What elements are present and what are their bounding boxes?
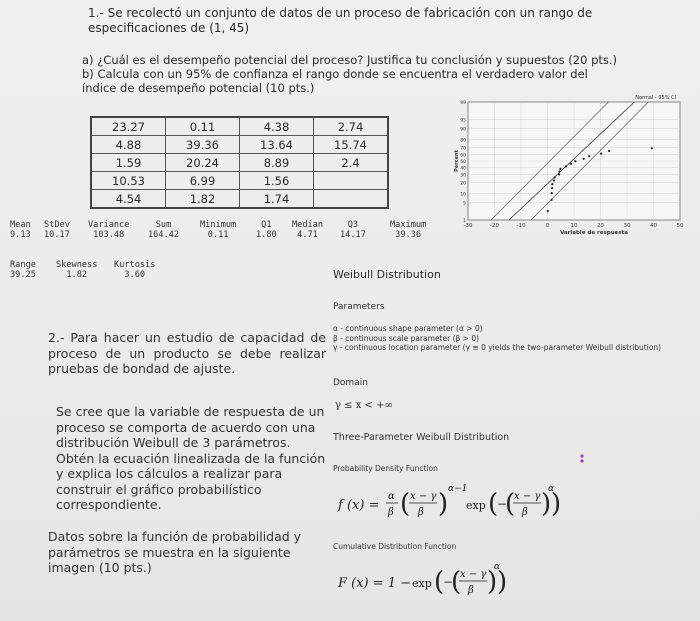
stat-median: [292, 220, 323, 240]
y-tick-label: 20: [460, 181, 466, 187]
pdf-formula: [338, 478, 562, 528]
stat-label: Maximum: [390, 220, 427, 230]
y-tick-label: 5: [463, 201, 466, 207]
data-table: [90, 116, 389, 209]
data-point: [551, 183, 553, 185]
x-tick-label: 50: [676, 223, 684, 229]
table-row: [91, 117, 388, 136]
question-2-body: Se cree que la variable de respuesta de un proceso se comporta de acuerdo con una distribución Weibull de 3 parámetros. Obtén la ecuación linealizada de la función y explica los cálculos a realizar para construir el gráfico probabilístico correspondiente.: [56, 404, 326, 512]
svg-text:(: (: [434, 567, 445, 597]
stat-value: 4.71: [297, 230, 318, 240]
data-point: [558, 170, 560, 172]
stat-value: 3.60: [124, 270, 146, 280]
svg-text:−: −: [497, 497, 508, 511]
cdf-heading: Cumulative Distribution Function: [333, 542, 457, 551]
svg-text:(: (: [488, 489, 499, 519]
stat-mean: [10, 220, 31, 240]
stat-label: Sum: [155, 220, 172, 230]
param-alpha: α - continuous shape parameter (α > 0): [333, 324, 483, 333]
svg-text:): ): [551, 489, 562, 519]
stat-value: 103.48: [93, 230, 125, 240]
stat-value: 1.82: [66, 270, 88, 280]
data-point: [551, 187, 553, 189]
domain-expression: γ ≤ x < +∞: [335, 400, 393, 411]
svg-text:α−1: α−1: [448, 484, 468, 494]
x-tick-label: -10: [516, 223, 526, 229]
table-cell: 4.54: [91, 190, 166, 209]
svg-text:α: α: [388, 491, 395, 502]
question-2-intro: [48, 330, 326, 377]
stat-range: [10, 260, 36, 280]
table-cell: 2.74: [314, 117, 389, 136]
stat-maximum: [390, 220, 426, 240]
cdf-formula: [338, 556, 508, 606]
stat-sum: [148, 220, 179, 240]
y-tick-label: 50: [460, 160, 466, 165]
svg-text:(: (: [400, 489, 411, 519]
stat-label: Variance: [88, 220, 130, 230]
stat-value: 14.17: [340, 230, 366, 240]
table-cell: 8.89: [240, 154, 314, 172]
domain-heading: Domain: [333, 378, 368, 388]
data-point: [651, 147, 653, 149]
svg-text:(: (: [451, 567, 462, 597]
x-tick-label: 0: [545, 223, 550, 229]
svg-text:β: β: [522, 507, 528, 518]
y-tick-label: 70: [460, 146, 466, 152]
stat-kurtosis: [114, 260, 155, 280]
data-point: [574, 160, 576, 162]
probability-plot: [454, 88, 690, 238]
stat-label: Range: [10, 260, 36, 270]
svg-text:β: β: [418, 507, 424, 518]
stat-label: Kurtosis: [114, 260, 156, 270]
y-tick-label: 1: [463, 219, 466, 224]
svg-text:f (x) =: f (x) =: [338, 498, 380, 513]
y-tick-label: 90: [460, 127, 466, 133]
svg-text:β: β: [468, 585, 474, 596]
stat-label: Q1: [261, 220, 272, 230]
svg-text:α: α: [548, 484, 555, 494]
table-cell: 13.64: [240, 136, 314, 154]
table-row: [91, 190, 388, 209]
question-2-intro-text: 2.- Para hacer un estudio de capacidad de proceso de un producto se debe realizar pruebas de bondad de ajuste.: [48, 330, 326, 376]
svg-text:): ): [497, 567, 508, 597]
table-cell: [314, 172, 389, 190]
stat-minimum: [200, 220, 236, 240]
stat-value: 39.25: [10, 270, 36, 280]
table-cell: 6.99: [166, 172, 240, 190]
table-row: [91, 172, 388, 190]
stat-label: Skewness: [56, 260, 98, 270]
data-point: [565, 165, 567, 167]
weibull-title: Weibull Distribution: [333, 268, 441, 281]
table-cell: 1.59: [91, 154, 166, 172]
table-cell: 4.88: [91, 136, 166, 154]
data-point: [588, 155, 590, 157]
table-cell: [314, 190, 389, 209]
svg-text:x − γ: x − γ: [460, 569, 487, 580]
pdf-heading: Probability Density Function: [333, 464, 438, 473]
data-point: [547, 210, 549, 212]
x-tick-label: 10: [570, 223, 578, 229]
stat-value: 9.13: [10, 230, 31, 240]
svg-text:−: −: [443, 575, 454, 589]
y-tick-label: 40: [460, 166, 466, 172]
data-point: [583, 158, 585, 160]
y-tick-label: 30: [460, 173, 466, 179]
x-tick-label: -20: [490, 223, 499, 229]
stat-label: StDev: [44, 220, 70, 230]
stat-value: 39.36: [395, 230, 422, 240]
y-tick-label: 95: [460, 118, 466, 124]
data-point: [553, 179, 555, 181]
table-cell: 23.27: [91, 117, 166, 136]
data-point: [554, 176, 556, 178]
y-tick-label: 10: [460, 192, 466, 198]
chart-title: Normal - 95% CI: [635, 95, 676, 101]
table-cell: 2.4: [314, 154, 389, 172]
param-gamma: γ - continuous location parameter (γ ≡ 0 yields the two-parameter Weibull distribution): [333, 343, 662, 352]
svg-text:F (x) = 1 −: F (x) = 1 −: [338, 576, 412, 591]
svg-text:β: β: [388, 507, 394, 518]
svg-text:): ): [438, 489, 449, 519]
stat-label: Q3: [347, 220, 359, 230]
table-cell: 15.74: [314, 136, 389, 154]
table-cell: 1.56: [240, 172, 314, 190]
x-tick-label: 40: [650, 223, 657, 229]
stat-value: 164.42: [148, 230, 180, 240]
table-cell: 1.82: [166, 190, 240, 209]
x-axis-label: Variable de respuesta: [560, 230, 628, 236]
y-tick-label: 99: [460, 101, 466, 106]
data-point: [558, 173, 560, 175]
x-tick-label: 20: [597, 223, 604, 229]
x-tick-label: 30: [623, 223, 631, 229]
y-tick-label: 80: [460, 138, 466, 144]
stat-skewness: [56, 260, 97, 280]
stat-label: Mean: [10, 220, 31, 230]
question-2-data-note: Datos sobre la función de probabilidad y parámetros se muestra en la siguiente imagen (10 pts.): [48, 529, 302, 575]
parameter-list: [333, 324, 661, 353]
param-beta: β - continuous scale parameter (β > 0): [333, 333, 480, 343]
stat-q3: [340, 220, 366, 240]
parameters-heading: Parameters: [333, 302, 385, 312]
y-axis-label: Percent: [454, 150, 460, 172]
stat-label: Median: [292, 220, 324, 230]
table-cell: 1.74: [240, 190, 314, 209]
purple-mark-icon: [579, 454, 585, 464]
stat-value: 0.11: [207, 230, 229, 240]
svg-text:): ): [541, 489, 552, 519]
stat-label: Minimum: [200, 220, 237, 230]
table-row: [91, 154, 388, 172]
table-cell: 0.11: [166, 117, 240, 136]
data-point: [551, 192, 553, 194]
svg-text:): ): [487, 567, 498, 597]
data-point: [570, 163, 572, 165]
stat-q1: [256, 220, 277, 240]
svg-text:α: α: [494, 562, 501, 572]
stat-value: 10.17: [44, 230, 70, 240]
table-cell: 4.38: [240, 117, 314, 136]
three-param-heading: Three-Parameter Weibull Distribution: [333, 432, 510, 443]
stat-stdev: [44, 220, 70, 240]
data-point: [608, 150, 610, 152]
svg-text:x − γ: x − γ: [410, 491, 437, 502]
data-point: [551, 199, 553, 201]
question-1-intro: 1.- Se recolectó un conjunto de datos de un proceso de fabricación con un rango de especificaciones de (1, 45): [88, 6, 593, 35]
question-1-part-a: a) ¿Cuál es el desempeño potencial del proceso? Justifica tu conclusión y supuestos (20 pts.): [82, 53, 618, 67]
stat-value: 1.80: [256, 230, 277, 240]
svg-text:exp: exp: [466, 499, 486, 512]
table-cell: 10.53: [91, 172, 166, 190]
table-cell: 20.24: [166, 154, 240, 172]
x-tick-label: -30: [463, 223, 473, 229]
data-point: [559, 168, 561, 170]
svg-text:x − γ: x − γ: [514, 491, 541, 502]
table-row: [91, 136, 388, 154]
data-point: [600, 153, 602, 155]
svg-text:exp: exp: [412, 577, 432, 590]
table-cell: 39.36: [166, 136, 240, 154]
stat-variance: [88, 220, 129, 240]
question-1-part-b: b) Calcula con un 95% de confianza el rango donde se encuentra el verdadero valor del índice de desempeño potencial (10 pts.): [82, 67, 588, 95]
y-tick-label: 60: [460, 153, 466, 159]
svg-text:(: (: [505, 489, 516, 519]
